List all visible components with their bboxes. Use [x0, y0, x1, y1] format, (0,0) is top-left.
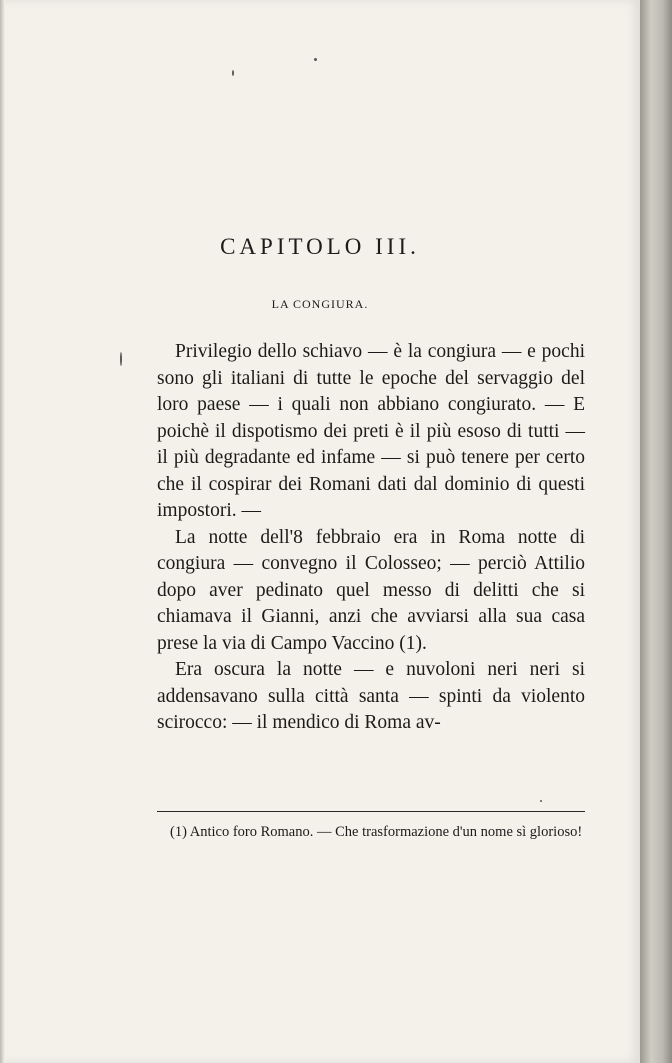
body-text: [157, 339, 585, 737]
paragraph-3: Era oscura la notte — e nuvoloni neri neri si addensavano sulla città santa — spinti da violento scirocco: — il mendico di Roma av-: [157, 659, 585, 733]
chapter-title: CAPITOLO III.: [220, 234, 420, 259]
page-right-edge: [640, 0, 672, 1063]
footnote: (1) Antico foro Romano. — Che trasformazione d'un nome sì glorioso!: [170, 824, 583, 840]
chapter-subtitle: LA CONGIURA.: [271, 297, 369, 311]
ink-speck: [232, 70, 234, 76]
ink-speck: [540, 800, 542, 802]
ink-speck: [314, 58, 317, 61]
paragraph-2: La notte dell'8 febbraio era in Roma notte di congiura — convegno il Colosseo; — perciò Attilio dopo aver pedinato quel messo di delitti che si chiamava il Gianni, anzi che avviarsi alla sua casa prese la via di Campo Vaccino (1).: [157, 526, 585, 654]
paragraph-1: Privilegio dello schiavo — è la congiura — e pochi sono gli italiani di tutte le epoche del servaggio del loro paese — i quali non abbiano congiurato. — E poichè il dispotismo dei preti è il più esoso di tutti — il più degradante ed infame — si può tenere per certo che il cospirar dei Romani dati dal dominio di questi impostori. —: [157, 341, 585, 521]
page-left-edge: [0, 0, 5, 1063]
ink-speck: [120, 352, 122, 366]
footnote-rule: [157, 811, 585, 812]
